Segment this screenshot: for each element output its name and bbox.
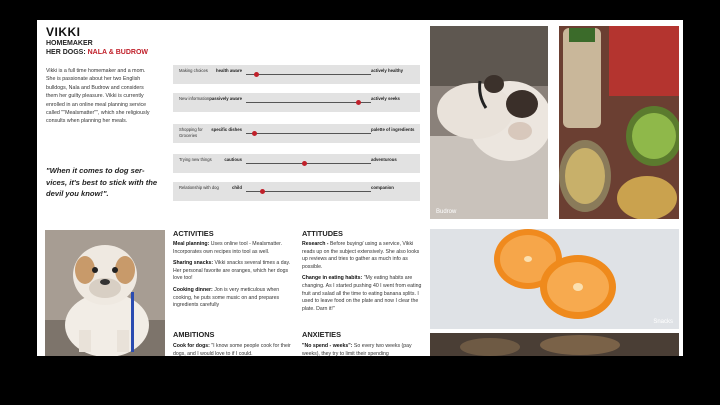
bulldog-sitting-photo	[45, 230, 165, 356]
scale-left: child	[231, 185, 242, 190]
persona-quote: "When it comes to dog ser-vices, it's best to stick with the devil you know!".	[46, 166, 158, 198]
activity-head: Meal planning:	[173, 241, 210, 247]
attitude-text: Before buying/ using a service, Vikki reads up on the subject extensively. She also looks up reviews and tries to gather as much info as possible.	[302, 241, 420, 270]
bottom-image	[430, 333, 679, 356]
snacks-caption: Snacks	[653, 319, 673, 325]
attitude-head: Research -	[302, 241, 329, 247]
scale-marker	[302, 161, 307, 166]
attitudes-body	[302, 241, 422, 317]
budrow-photo	[430, 26, 548, 219]
scale-left: passively aware	[209, 96, 242, 101]
scale-label: Trying new things	[179, 157, 212, 162]
scale-trying-new-things	[173, 154, 420, 173]
budrow-caption: Budrow	[436, 209, 457, 215]
scale-left: cautious	[224, 157, 242, 162]
persona-dogs	[46, 48, 196, 57]
scale-shopping	[173, 124, 420, 143]
scale-marker	[252, 131, 257, 136]
bottom-photo	[430, 333, 679, 356]
ambition-text: "I know some people cook for their dogs, and I would love to if I could.	[173, 343, 291, 356]
scale-right: adventurous	[371, 157, 397, 162]
attitude-item	[302, 241, 422, 271]
scale-left: health aware	[215, 68, 242, 73]
anxieties-title: ANXIETIES	[302, 330, 342, 339]
activity-item	[173, 260, 291, 283]
scale-right: actively healthy	[371, 68, 404, 73]
scale-right: palette of ingredients	[371, 127, 415, 132]
scale-making-choices	[173, 65, 420, 84]
attitudes-title: ATTITUDES	[302, 229, 343, 238]
dogs-label: HER DOGS:	[46, 49, 86, 56]
anxiety-item	[302, 343, 422, 356]
scale-right: actively seeks	[371, 96, 400, 101]
persona-header	[46, 26, 196, 57]
scale-line	[246, 102, 371, 103]
snacks-photo	[430, 229, 679, 329]
scale-line	[246, 133, 371, 134]
food-table-photo	[559, 26, 679, 219]
food-table-image	[559, 26, 679, 219]
budrow-image	[430, 26, 548, 219]
ambition-item	[173, 343, 291, 356]
activity-text: Uses online tool - Mealsmatter. Incorporates own recipes into tool as well.	[173, 241, 282, 255]
scale-new-information	[173, 93, 420, 112]
persona-name: VIKKI	[46, 25, 81, 39]
anxiety-text: So every two weeks (pay weeks), they try to limit their spending	[302, 343, 412, 356]
ambitions-title: AMBITIONS	[173, 330, 215, 339]
activity-text: Vikki snacks several times a day. Her personal favorite are oranges, which her dogs love too!	[173, 260, 291, 282]
dogs-names: NALA & BUDROW	[87, 49, 149, 56]
scale-line	[246, 191, 371, 192]
activity-item	[173, 241, 291, 256]
scale-relationship	[173, 182, 420, 201]
scale-marker	[260, 189, 265, 194]
scale-label: Making choices	[179, 68, 208, 73]
anxieties-body	[302, 343, 422, 356]
scale-left: specific dishes	[211, 127, 242, 132]
activity-head: Sharing snacks:	[173, 260, 214, 267]
scale-marker	[356, 100, 361, 105]
scale-line	[246, 163, 371, 164]
scale-marker	[254, 72, 259, 77]
persona-page	[37, 20, 683, 356]
persona-bio: Vikki is a full time homemaker and a mom. She is passionate about her two English bulldogs, Nala and Budrow and considers them her guilty pleasure. Vikki is currently enrolled in an online meal planning service called ""Mealsmatter"", which she religiously consults when planning her meals.	[46, 68, 150, 125]
scale-label: Relationship with dog	[179, 185, 219, 190]
ambition-head: Cook for dogs:	[173, 343, 210, 349]
activities-body	[173, 241, 291, 314]
activity-head: Cooking dinner:	[173, 286, 213, 293]
attitude-text: "My eating habits are changing. As I started pushing 40 I went from eating fruit and salad all the time to eating banana splits. I used to leave food on the plate and now I clear the plate. Darn it!"	[302, 275, 422, 312]
snacks-image	[430, 229, 679, 329]
scale-label: New information	[179, 96, 210, 101]
scale-right: companion	[371, 185, 394, 190]
attitude-head: Change in eating habits:	[302, 275, 363, 282]
anxiety-head: "No spend - weeks":	[302, 343, 353, 349]
activity-text: Jon is very meticulous when cooking, he puts some music on and prepares ingredients carefully	[173, 286, 280, 309]
scale-line	[246, 74, 371, 75]
scale-label: Shopping for Groceries	[179, 127, 203, 138]
bulldog-sitting-image	[45, 230, 165, 356]
persona-role: HOMEMAKER	[46, 40, 93, 47]
activity-item	[173, 287, 291, 310]
ambitions-body	[173, 343, 291, 356]
attitude-item	[302, 275, 422, 313]
activities-title: ACTIVITIES	[173, 229, 214, 238]
